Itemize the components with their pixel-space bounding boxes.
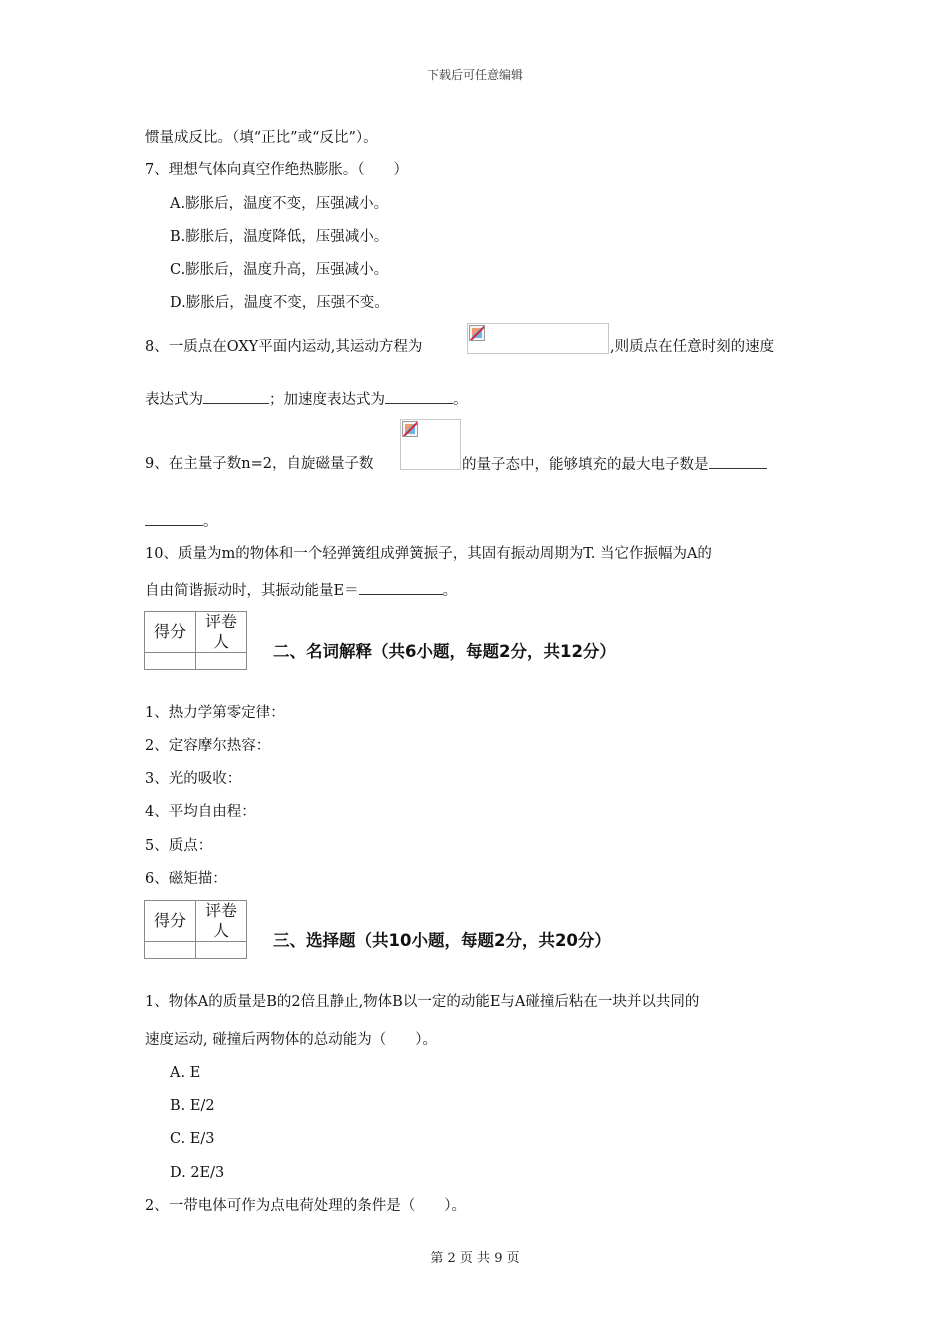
choice-question-1-line1: 1、物体A的质量是B的2倍且静止,物体B以一定的动能E与A碰撞后粘在一块并以共同的 xyxy=(145,994,700,1010)
text: 的量子态中，能够填充的最大电子数是 xyxy=(462,457,709,473)
text: 。 xyxy=(203,514,218,530)
score-table xyxy=(144,900,247,959)
question-9-part1: 9、在主量子数n=2，自旋磁量子数 xyxy=(145,456,374,472)
text-line: 惯量成反比。（填“正比”或“反比”）。 xyxy=(145,130,378,146)
term-item: 3、光的吸收： xyxy=(145,771,242,787)
score-cell xyxy=(145,942,196,959)
answer-blank[interactable] xyxy=(203,389,269,404)
score-label: 得分 xyxy=(145,901,196,942)
score-label: 得分 xyxy=(145,612,196,653)
section-2-title: 二、名词解释（共6小题，每题2分，共12分） xyxy=(273,642,616,661)
answer-blank[interactable] xyxy=(385,389,453,404)
question-9-part2 xyxy=(462,454,767,475)
term-item: 4、平均自由程： xyxy=(145,804,256,820)
text: 表达式为 xyxy=(145,392,203,408)
broken-image-placeholder xyxy=(467,323,609,354)
section-3-title: 三、选择题（共10小题，每题2分，共20分） xyxy=(273,931,611,950)
choice-question-1-line2: 速度运动, 碰撞后两物体的总动能为（ ）。 xyxy=(145,1032,437,1048)
answer-blank[interactable] xyxy=(359,580,443,595)
term-item: 1、热力学第零定律： xyxy=(145,705,285,721)
choice-option: C. E/3 xyxy=(170,1131,215,1147)
grader-label: 评卷人 xyxy=(196,612,247,653)
term-item: 6、磁矩描： xyxy=(145,871,227,887)
broken-image-icon xyxy=(402,421,418,437)
grader-label: 评卷人 xyxy=(196,901,247,942)
text: 。 xyxy=(453,392,468,408)
term-item: 2、定容摩尔热容： xyxy=(145,738,271,754)
question-8-line2 xyxy=(145,389,468,410)
question-9-line2 xyxy=(145,511,218,532)
choice-option: D. 2E/3 xyxy=(170,1165,225,1181)
question-10-line2 xyxy=(145,580,457,601)
choice-question-2: 2、一带电体可作为点电荷处理的条件是（ ）。 xyxy=(145,1198,466,1214)
answer-blank[interactable] xyxy=(709,454,767,469)
text: 自由简谐振动时，其振动能量E＝ xyxy=(145,583,359,599)
option-7b: B.膨胀后，温度降低，压强减小。 xyxy=(170,229,389,245)
grader-cell xyxy=(196,942,247,959)
question-8-part2: ,则质点在任意时刻的速度 xyxy=(610,339,775,355)
page-footer: 第 2 页 共 9 页 xyxy=(430,1251,520,1266)
option-7c: C.膨胀后，温度升高，压强减小。 xyxy=(170,262,389,278)
term-item: 5、质点： xyxy=(145,838,213,854)
question-10-line1: 10、质量为m的物体和一个轻弹簧组成弹簧振子，其固有振动周期为T. 当它作振幅为A的 xyxy=(145,546,712,562)
score-table xyxy=(144,611,247,670)
broken-image-placeholder xyxy=(400,419,461,470)
text: 。 xyxy=(442,583,458,599)
option-7a: A.膨胀后，温度不变，压强减小。 xyxy=(170,196,389,212)
question-8-part1: 8、一质点在OXY平面内运动,其运动方程为 xyxy=(145,339,423,355)
page-header: 下载后可任意编辑 xyxy=(426,68,523,82)
grader-cell xyxy=(196,653,247,670)
broken-image-icon xyxy=(469,325,485,341)
choice-option: A. E xyxy=(170,1065,201,1081)
choice-option: B. E/2 xyxy=(170,1098,215,1114)
option-7d: D.膨胀后，温度不变，压强不变。 xyxy=(170,295,389,311)
text: ；加速度表达式为 xyxy=(269,392,385,408)
answer-blank[interactable] xyxy=(145,511,203,526)
question-7: 7、理想气体向真空作绝热膨胀。（ ） xyxy=(145,162,408,178)
score-cell xyxy=(145,653,196,670)
